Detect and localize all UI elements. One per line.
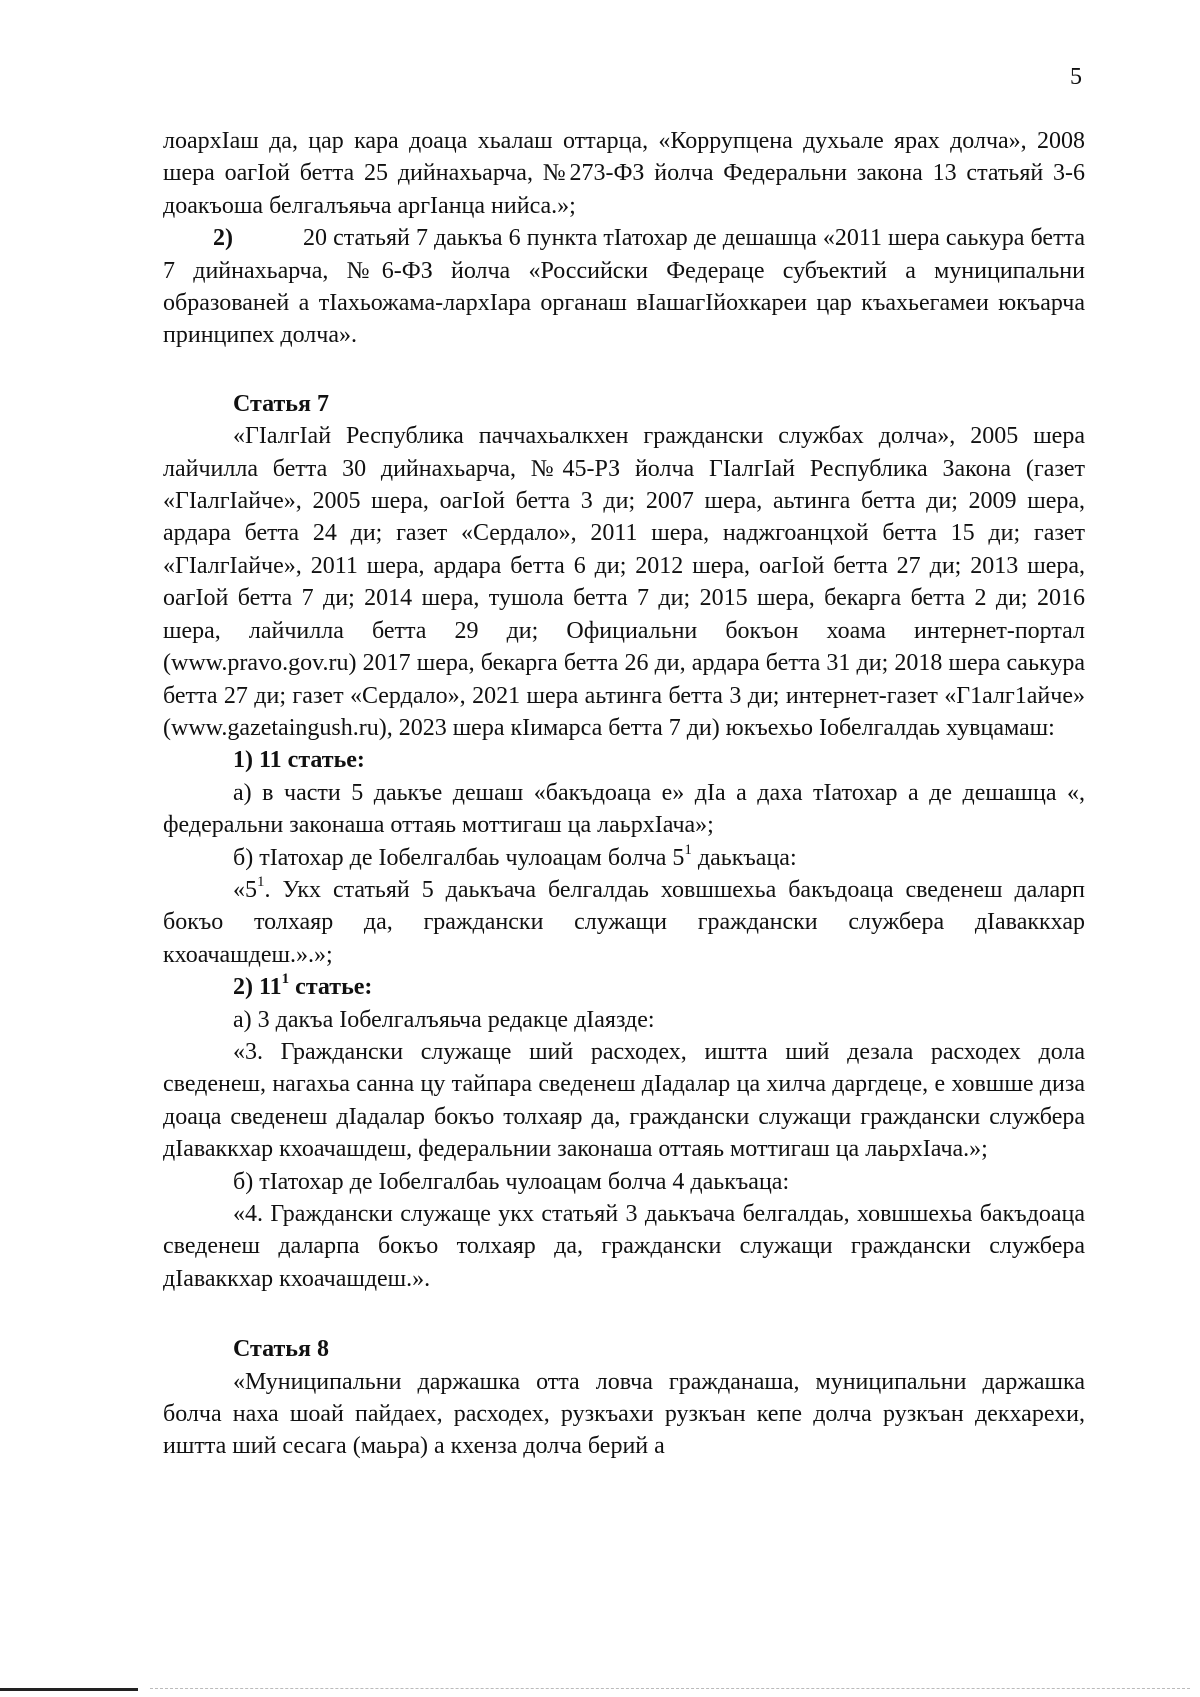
article-7-subitem-1: 1) 11 статье: <box>233 747 365 774</box>
intro-item-2 <box>163 222 1085 352</box>
superscript: 1 <box>257 873 265 890</box>
text: статье: <box>289 974 373 1001</box>
article-7-heading: Статья 7 <box>233 390 329 417</box>
article-8-heading: Статья 8 <box>233 1336 329 1363</box>
text: 2) 11 <box>233 974 282 1001</box>
bottom-edge-line <box>0 1688 138 1691</box>
text: . Укх статьяй 5 даькъача белгалдаь ховшшехьа бакъдоаца сведенеш даларп бокъо толхаяр да, граждански служащи граждански службера дIаваккхар кхоачашдеш.».»; <box>163 876 1085 968</box>
intro-paragraph: лоархIаш да, цар кара доаца хьалаш оттарца, «Коррупцена духьале ярах долча», 2008 шера оагIой бетта 25 дийнахьарча, №273-ФЗ йолча Федеральни закона 13 статьяй 3-6 доакъоша белгалъяьча аргIанца нийса.»; <box>163 128 1085 219</box>
article-8-paragraph: «Муниципальни даржашка отта ловча гражданаша, муниципальни даржашка болча наха шоай пайдаех, расходех, рузкъахи рузкъан кепе долча рузкъан декхарехи, иштта ший сесага (маьра) а кхенза долча берий а <box>163 1368 1085 1460</box>
item-number: 2) <box>213 225 233 252</box>
article-7-item-b1 <box>163 842 1085 874</box>
text: даькъаца: <box>691 844 797 871</box>
document-body <box>163 125 1085 1463</box>
item-text: 20 статьяй 7 даькъа 6 пункта тIатохар де дешашца «2011 шера саькура бетта 7 дийнахьарча, №6-ФЗ йолча «Российски Федераце субъектий а муниципальни образованей а тIахьожама-лархIара органаш вIашагIйохкареи цар къахьегамеи юкъарча принципех долча». <box>163 225 1085 349</box>
article-7-paragraph: «ГIалгIай Республика паччахьалкхен граждански службах долча», 2005 шера лайчилла бетта 30 дийнахьарча, №45-РЗ йолча ГIалгIай Республика Закона (газет «ГIалгIайче», 2005 шера, оагIой бетта 3 ди; 2007 шера, аьтинга бетта ди; 2009 шера, ардара бетта 24 ди; газет «Сердало», 2011 шера, наджгоанцхой бетта 15 ди; газет «ГIалгIайче», 2011 шера, ардара бетта 6 ди; 2012 шера, оагIой бетта 27 ди; 2013 шера, оагIой бетта 7 ди; 2014 шера, тушола бетта 7 ди; 2015 шера, бекарга бетта 2 ди; 2016 шера, лайчилла бетта 29 ди; Официальни бокъон хоама интернет-портал (www.pravo.gov.ru) 2017 шера, бекарга бетта 26 ди, ардара бетта 31 ди; 2018 шера саькура бетта 27 ди; газет «Сердало», 2021 шера аьтинга бетта 3 ди; интернет-газет «Г1алг1айче» (www.gazetaingush.ru), 2023 шера кIимарса бетта 7 ди) юкъехьо Iобелгалдаь хувцамаш: <box>163 423 1085 741</box>
article-7-subitem-2 <box>163 971 1085 1003</box>
article-7-item-a2: а) 3 дакъа Iобелгалъяьча редакце дIаязде: <box>233 1006 655 1033</box>
article-7-item-b2: б) тIатохар де Iобелгалбаь чулоацам болча 4 даькъаца: <box>233 1168 790 1195</box>
article-7-quote-3: «4. Граждански служаще укх статьяй 3 даькъача белгалдаь, ховшшехьа бакъдоаца сведенеш даларпа бокъо толхаяр да, граждански служащи граждански службера дIаваккхар кхоачашдеш.». <box>163 1201 1085 1292</box>
page-number: 5 <box>1070 64 1082 90</box>
article-7-item-a1: а) в части 5 даькъе дешаш «бакъдоаца е» дIа а даха тIатохар а де дешашца «, федеральни законаша оттаяь моттигаш ца лаьрхIача»; <box>163 779 1085 839</box>
text: б) тIатохар де Iобелгалбаь чулоацам болча 5 <box>233 844 685 871</box>
bottom-scan-artifact <box>150 1688 1190 1690</box>
superscript: 1 <box>684 841 692 858</box>
article-7-quote-2: «3. Граждански служаще ший расходех, иштта ший дезала расходех дола сведенеш, нагахьа санна цу тайпара сведенеш дIадалар ца хилча даргдеце, е ховшше диза доаца сведенеш дIадалар бокъо толхаяр да, граждански служащи граждански службера дIаваккхар кхоачашдеш, федеральнии законаша оттаяь моттигаш ца лаьрхIача.»; <box>163 1038 1085 1163</box>
superscript: 1 <box>281 971 290 988</box>
article-7-quote-1 <box>163 874 1085 971</box>
text: «5 <box>233 876 257 903</box>
